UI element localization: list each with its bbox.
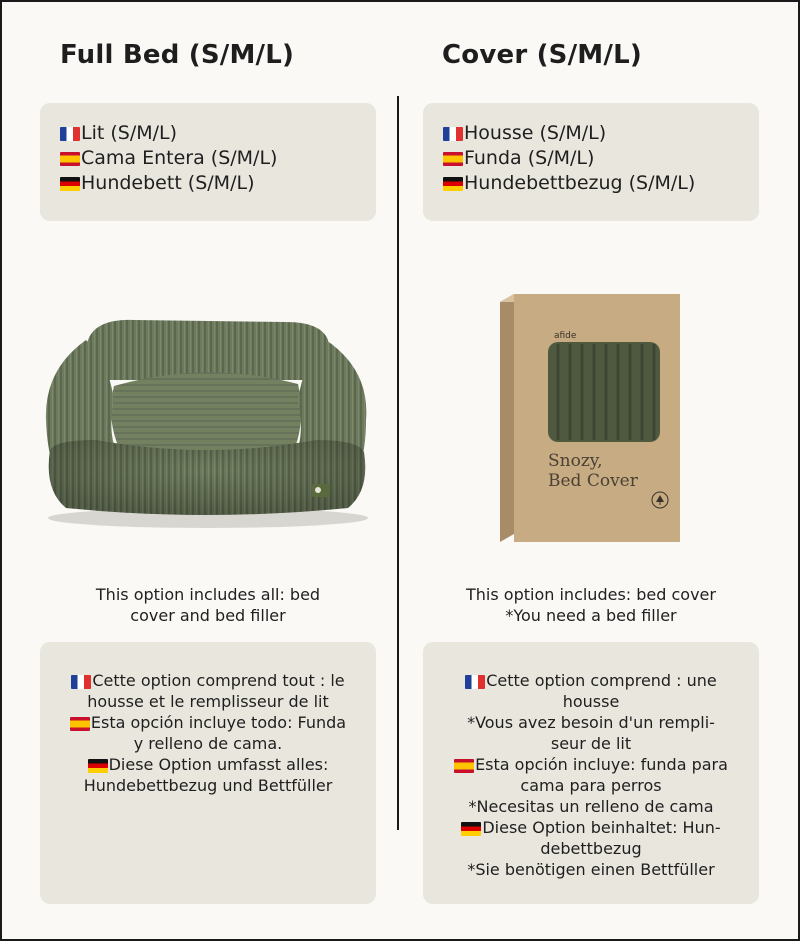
include-line: *You need a bed filler	[505, 606, 677, 625]
desc-line-fr	[437, 670, 745, 691]
desc-text: Cette option comprend tout : le	[92, 671, 345, 690]
package-line-1: Snozy,	[548, 451, 603, 471]
cover-names-panel	[423, 103, 759, 221]
france-flag-icon	[465, 675, 485, 689]
bed-cover-package-image	[480, 280, 720, 560]
column-divider	[397, 96, 399, 830]
desc-line: cama para perros	[520, 776, 662, 795]
desc-line-de	[54, 754, 362, 775]
desc-text: Diese Option beinhaltet: Hun-	[482, 818, 721, 837]
desc-text: Diese Option umfasst alles:	[108, 755, 329, 774]
name-text: Housse (S/M/L)	[464, 122, 607, 144]
germany-flag-icon	[443, 177, 463, 191]
include-line: cover and bed filler	[130, 606, 286, 625]
cover-include-text	[421, 584, 761, 626]
package-line-2: Bed Cover	[548, 471, 638, 491]
name-text: Funda (S/M/L)	[464, 147, 595, 169]
germany-flag-icon	[461, 822, 481, 836]
desc-text: Esta opción incluye: funda para	[475, 755, 728, 774]
name-row-fr	[443, 121, 759, 146]
name-text: Hundebett (S/M/L)	[81, 172, 255, 194]
name-row-es	[60, 146, 376, 171]
spain-flag-icon	[60, 152, 80, 166]
desc-line: seur de lit	[550, 734, 632, 753]
desc-line: *Necesitas un relleno de cama	[468, 797, 714, 816]
full-bed-description-panel	[40, 642, 376, 904]
spain-flag-icon	[443, 152, 463, 166]
name-row-de	[60, 171, 376, 196]
desc-text: Esta opción incluye todo: Funda	[90, 713, 347, 732]
desc-line: Hundebettbezug und Bettfüller	[83, 776, 333, 795]
name-text: Hundebettbezug (S/M/L)	[464, 172, 696, 194]
france-flag-icon	[71, 675, 91, 689]
package-brand: afide	[554, 331, 577, 341]
spain-flag-icon	[70, 717, 90, 731]
name-text: Lit (S/M/L)	[81, 122, 178, 144]
name-row-fr	[60, 121, 376, 146]
desc-line: *Sie benötigen einen Bettfüller	[467, 860, 715, 879]
germany-flag-icon	[60, 177, 80, 191]
desc-line-fr	[54, 670, 362, 691]
desc-line-de	[437, 817, 745, 838]
include-line: This option includes: bed cover	[466, 585, 716, 604]
france-flag-icon	[60, 127, 80, 141]
dog-bed-image	[36, 300, 376, 540]
desc-line: housse	[562, 692, 620, 711]
desc-line: debettbezug	[540, 839, 642, 858]
germany-flag-icon	[88, 759, 108, 773]
name-text: Cama Entera (S/M/L)	[81, 147, 278, 169]
france-flag-icon	[443, 127, 463, 141]
cover-title: Cover (S/M/L)	[442, 40, 642, 70]
include-line: This option includes all: bed	[95, 585, 321, 604]
desc-line: y relleno de cama.	[133, 734, 283, 753]
full-bed-names-panel	[40, 103, 376, 221]
desc-text: Cette option comprend : une	[486, 671, 717, 690]
desc-line: housse et le remplisseur de lit	[87, 692, 329, 711]
full-bed-include-text	[38, 584, 378, 626]
desc-line-es	[54, 712, 362, 733]
desc-line-es	[437, 754, 745, 775]
desc-line: *Vous avez besoin d'un rempli-	[467, 713, 715, 732]
name-row-de	[443, 171, 759, 196]
full-bed-title: Full Bed (S/M/L)	[60, 40, 295, 70]
name-row-es	[443, 146, 759, 171]
cover-description-panel	[423, 642, 759, 904]
spain-flag-icon	[454, 759, 474, 773]
